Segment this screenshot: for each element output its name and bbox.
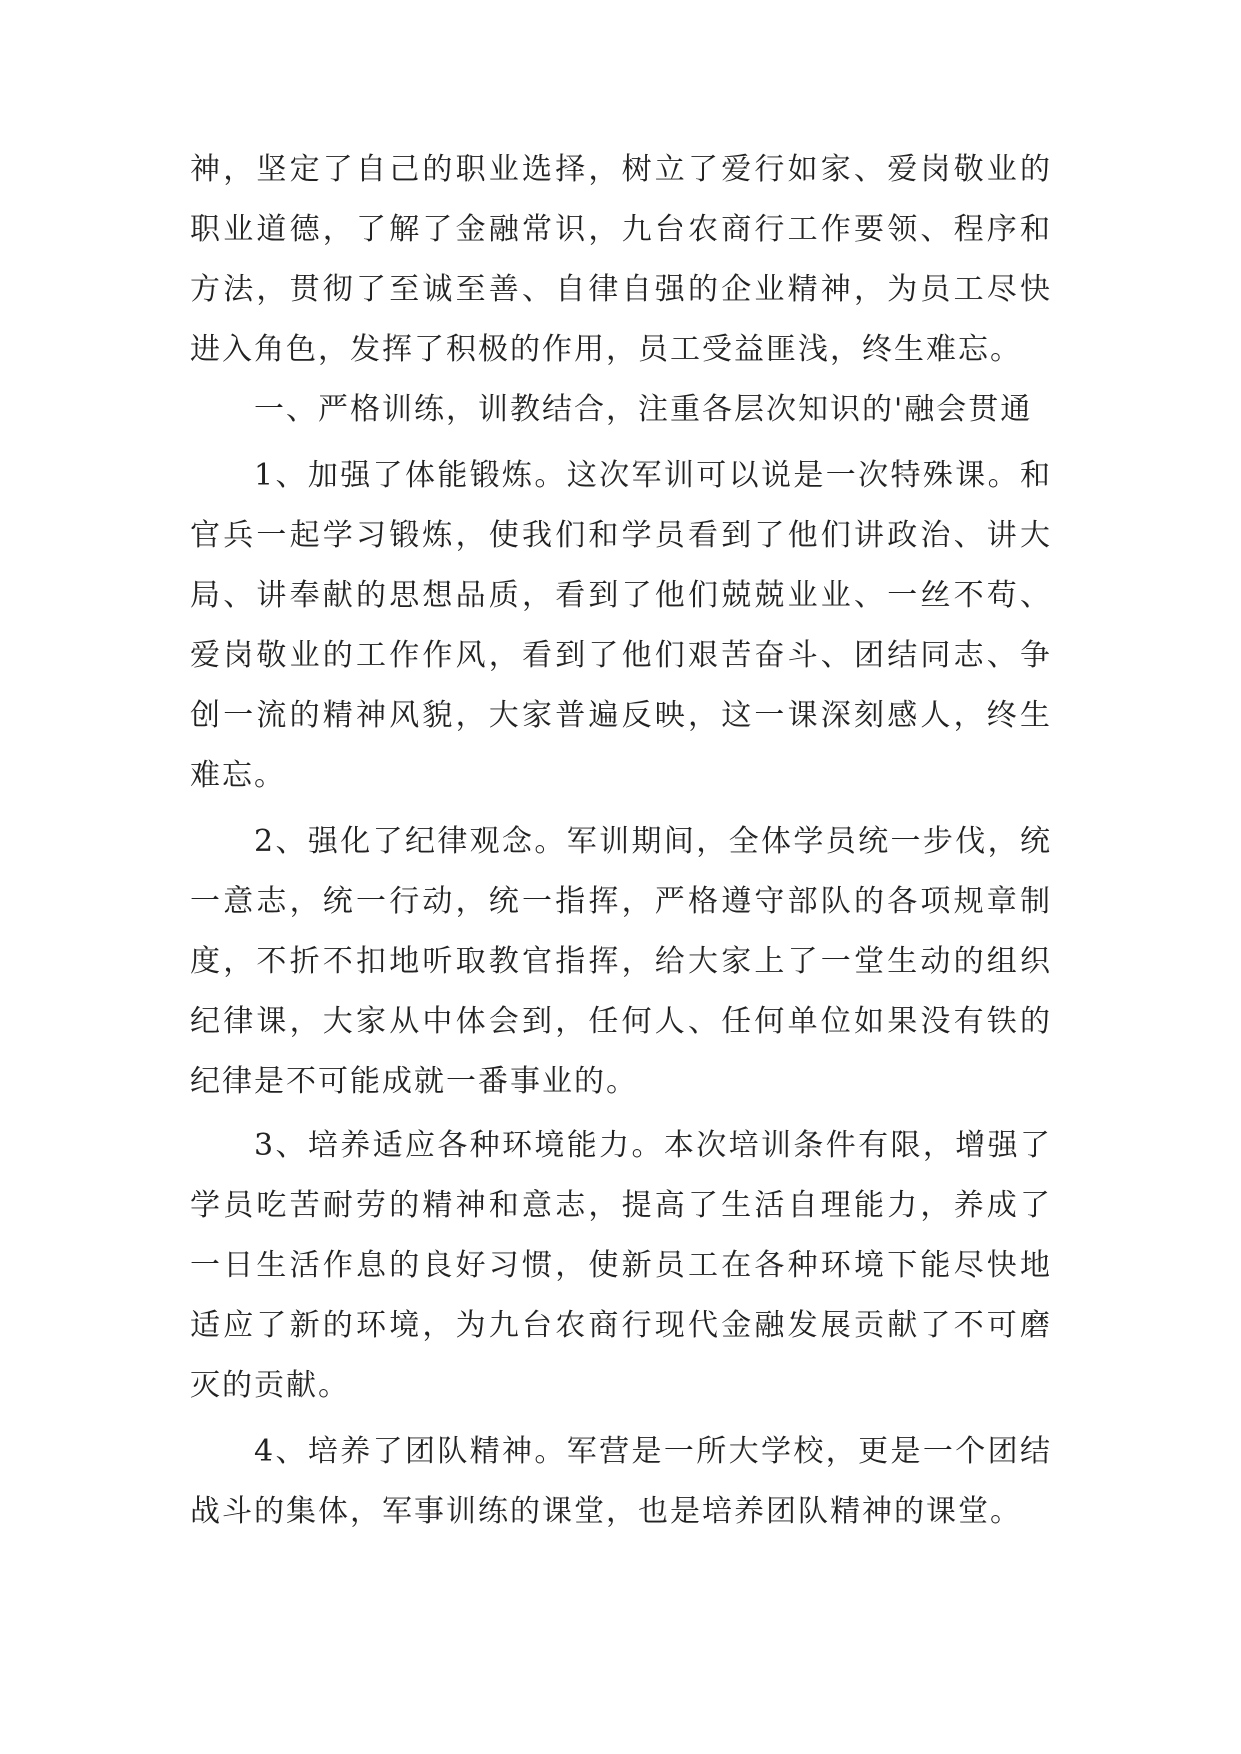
document-page <box>190 140 1052 1542</box>
paragraph-item-3: 3、培养适应各种环境能力。本次培训条件有限，增强了学员吃苦耐劳的精神和意志，提高了生活自理能力，养成了一日生活作息的良好习惯，使新员工在各种环境下能尽快地适应了新的环境，为九台农商行现代金融发展贡献了不可磨灭的贡献。 <box>190 1128 1052 1403</box>
paragraph-continuation: 神，坚定了自己的职业选择，树立了爱行如家、爱岗敬业的职业道德，了解了金融常识，九台农商行工作要领、程序和方法，贯彻了至诚至善、自律自强的企业精神，为员工尽快进入角色，发挥了积极的作用，员工受益匪浅，终生难忘。 <box>190 152 1052 367</box>
section-heading-1: 一、严格训练，训教结合，注重各层次知识的'融会贯通 <box>254 392 1033 427</box>
paragraph-item-2: 2、强化了纪律观念。军训期间，全体学员统一步伐，统一意志，统一行动，统一指挥，严格遵守部队的各项规章制度，不折不扣地听取教官指挥，给大家上了一堂生动的组织纪律课，大家从中体会到，任何人、任何单位如果没有铁的纪律是不可能成就一番事业的。 <box>190 824 1052 1099</box>
paragraph-item-1: 1、加强了体能锻炼。这次军训可以说是一次特殊课。和官兵一起学习锻炼，使我们和学员看到了他们讲政治、讲大局、讲奉献的思想品质，看到了他们兢兢业业、一丝不苟、爱岗敬业的工作作风，看到了他们艰苦奋斗、团结同志、争创一流的精神风貌，大家普遍反映，这一课深刻感人，终生难忘。 <box>190 458 1052 793</box>
paragraph-item-4: 4、培养了团队精神。军营是一所大学校，更是一个团结战斗的集体，军事训练的课堂，也是培养团队精神的课堂。 <box>190 1434 1052 1529</box>
